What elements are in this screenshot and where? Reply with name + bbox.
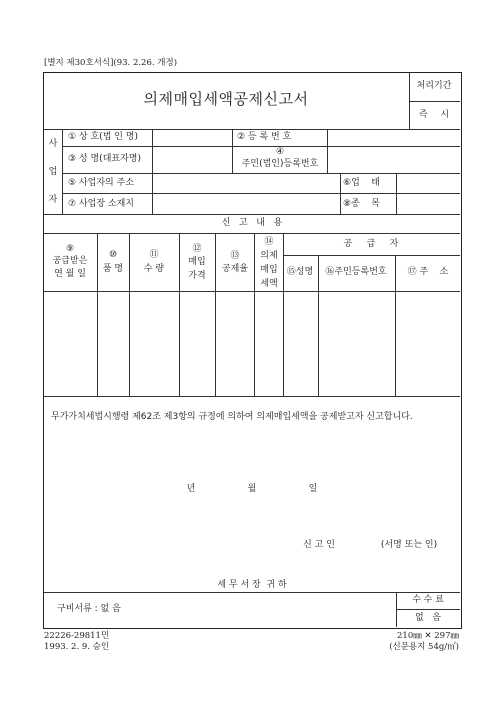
col-supply-date-l2: 연 월 일 — [54, 269, 86, 279]
representative-name-label: ③ 성 명(대표자명) — [68, 154, 141, 164]
fee-label: 수 수 료 — [412, 595, 444, 605]
col-quantity: 수 량 — [143, 264, 165, 274]
signature-label: (서명 또는 인) — [380, 540, 438, 550]
footer-paper-type: (신문용지 54g/㎡) — [389, 642, 459, 652]
resident-number-num: ④ — [275, 147, 285, 157]
col-supplier-resident-number: ⑯주민등록번호 — [325, 267, 387, 277]
date-year-label: 년 — [186, 484, 196, 494]
footer-approval-date: 1993. 2. 9. 승인 — [44, 642, 110, 652]
reporter-label: 신 고 인 — [303, 540, 335, 550]
col-purchase-price-l2: 가격 — [188, 271, 206, 281]
declaration-text: 무가가치세법시행령 제62조 제3항의 규정에 의하여 의제매입세액을 공제받고자 신고합니다. — [51, 412, 413, 422]
registration-number-label: ② 등 록 번 호 — [237, 132, 292, 142]
col-item-name: 품 명 — [102, 264, 124, 274]
business-type-label: ⑥업 태 — [343, 178, 380, 188]
footer-paper-size: 210㎜ ✕ 297㎜ — [397, 631, 459, 641]
col-quantity-num: ⑪ — [149, 250, 159, 260]
processing-period-label: 처리기간 — [416, 81, 452, 91]
col-supplier-address: ⑰ 주 소 — [407, 267, 449, 277]
business-address-label: ⑤ 사업자의 주소 — [68, 178, 134, 188]
business-section-label-2: 업 — [48, 167, 58, 177]
col-deduction-rate: 공제율 — [221, 264, 249, 274]
date-month-label: 월 — [247, 484, 257, 494]
col-deemed-tax-l3: 세액 — [260, 279, 278, 289]
business-section-label-3: 자 — [48, 195, 58, 205]
date-day-label: 일 — [308, 484, 318, 494]
col-purchase-price-num: ⑫ — [192, 244, 202, 254]
report-contents-header: 신 고 내 용 — [221, 218, 283, 228]
col-deduction-rate-num: ⑬ — [230, 251, 240, 261]
fee-value: 없 음 — [415, 613, 441, 623]
form-number-note: [별지 제30호서식](93. 2.26. 개정) — [44, 58, 178, 68]
col-deemed-tax-num: ⑭ — [264, 237, 274, 247]
required-documents: 구비서류 : 없 음 — [57, 604, 121, 614]
col-supply-date-num: ⑨ — [65, 244, 75, 254]
business-item-label: ⑧종 목 — [343, 199, 380, 209]
form-title: 의제매입세액공제신고서 — [143, 90, 309, 108]
col-deemed-tax-l2: 매입 — [260, 265, 278, 275]
footer-form-code: 22226-29811민 — [44, 631, 110, 641]
business-location-label: ⑦ 사업장 소재지 — [68, 199, 134, 209]
col-item-name-num: ⑩ — [108, 250, 118, 260]
col-supply-date-l1: 공급받은 — [52, 256, 88, 266]
addressee: 세 무 서 장 귀 하 — [217, 580, 287, 590]
processing-period-value: 즉 시 — [418, 110, 450, 120]
col-supplier-name: ⑮성명 — [286, 267, 314, 277]
col-deemed-tax-l1: 의제 — [260, 251, 278, 261]
col-purchase-price-l1: 매입 — [188, 257, 206, 267]
supplier-header: 공 급 자 — [343, 239, 399, 249]
business-section-label-1: 사 — [48, 139, 58, 149]
resident-number-label: 주민(법인)등록번호 — [241, 159, 319, 169]
trade-name-label: ① 상 호(법 인 명) — [68, 132, 139, 142]
